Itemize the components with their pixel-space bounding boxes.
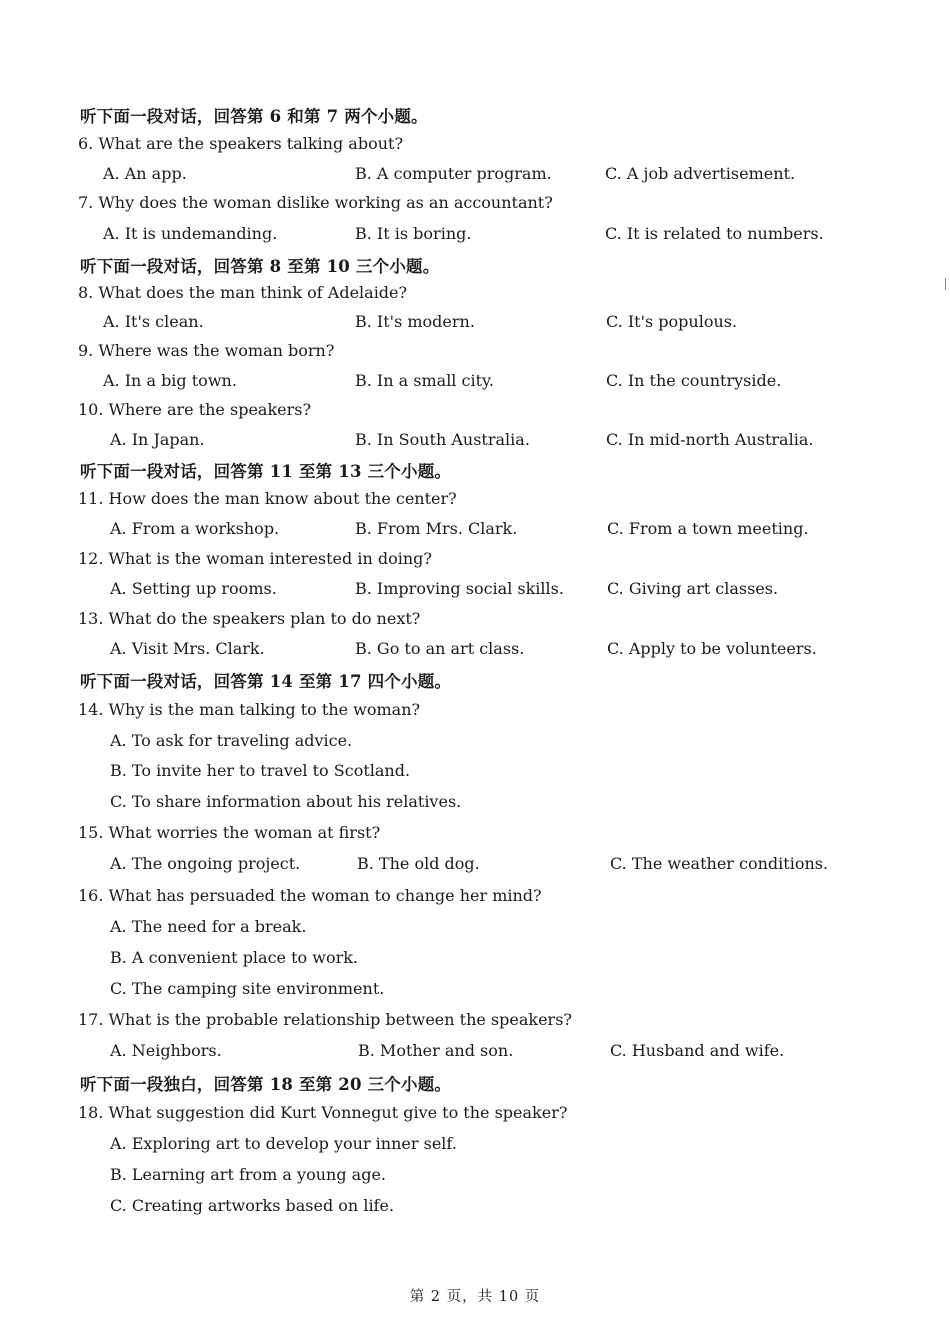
option-10a: A. In Japan. [110,430,205,449]
section-header: 听下面一段对话，回答第 14 至第 17 四个小题。 [80,672,452,691]
question-18: 18. What suggestion did Kurt Vonnegut give to the speaker? [78,1103,568,1122]
section-header: 听下面一段对话，回答第 8 至第 10 三个小题。 [80,257,440,276]
option-15a: A. The ongoing project. [110,854,301,873]
option-7c: C. It is related to numbers. [605,224,824,243]
option-8a: A. It's clean. [103,312,204,331]
option-14b: B. To invite her to travel to Scotland. [110,761,411,780]
question-11: 11. How does the man know about the center? [78,489,457,508]
option-6c: C. A job advertisement. [605,164,796,183]
option-13c: C. Apply to be volunteers. [607,639,817,658]
option-11b: B. From Mrs. Clark. [355,519,518,538]
option-9a: A. In a big town. [103,371,237,390]
section-header: 听下面一段对话，回答第 6 和第 7 两个小题。 [80,107,428,126]
edge-mark [945,278,946,290]
question-12: 12. What is the woman interested in doing? [78,549,432,568]
option-15c: C. The weather conditions. [610,854,829,873]
option-13b: B. Go to an art class. [355,639,525,658]
option-12c: C. Giving art classes. [607,579,779,598]
question-6: 6. What are the speakers talking about? [78,134,404,153]
option-16c: C. The camping site environment. [110,979,385,998]
question-14: 14. Why is the man talking to the woman? [78,700,421,719]
option-10c: C. In mid-north Australia. [606,430,814,449]
option-13a: A. Visit Mrs. Clark. [110,639,265,658]
question-8: 8. What does the man think of Adelaide? [78,283,408,302]
option-18c: C. Creating artworks based on life. [110,1196,395,1215]
question-13: 13. What do the speakers plan to do next? [78,609,421,628]
option-8c: C. It's populous. [606,312,738,331]
question-17: 17. What is the probable relationship between the speakers? [78,1010,572,1029]
option-18b: B. Learning art from a young age. [110,1165,386,1184]
option-12a: A. Setting up rooms. [110,579,277,598]
option-10b: B. In South Australia. [355,430,530,449]
option-14c: C. To share information about his relatives. [110,792,462,811]
option-11a: A. From a workshop. [110,519,280,538]
option-16a: A. The need for a break. [110,917,307,936]
question-7: 7. Why does the woman dislike working as an accountant? [78,193,553,212]
question-9: 9. Where was the woman born? [78,341,335,360]
option-17b: B. Mother and son. [358,1041,514,1060]
option-7b: B. It is boring. [355,224,472,243]
option-7a: A. It is undemanding. [103,224,278,243]
question-15: 15. What worries the woman at first? [78,823,381,842]
option-12b: B. Improving social skills. [355,579,564,598]
question-16: 16. What has persuaded the woman to change her mind? [78,886,542,905]
option-17c: C. Husband and wife. [610,1041,785,1060]
option-6b: B. A computer program. [355,164,552,183]
option-15b: B. The old dog. [357,854,480,873]
section-header: 听下面一段独白，回答第 18 至第 20 三个小题。 [80,1075,452,1094]
option-14a: A. To ask for traveling advice. [110,731,353,750]
page-number-footer: 第 2 页，共 10 页 [409,1289,541,1305]
question-10: 10. Where are the speakers? [78,400,312,419]
option-17a: A. Neighbors. [110,1041,222,1060]
section-header: 听下面一段对话，回答第 11 至第 13 三个小题。 [80,462,452,481]
option-9b: B. In a small city. [355,371,495,390]
option-8b: B. It's modern. [355,312,475,331]
option-6a: A. An app. [103,164,187,183]
option-18a: A. Exploring art to develop your inner self. [110,1134,457,1153]
option-9c: C. In the countryside. [606,371,782,390]
option-11c: C. From a town meeting. [607,519,809,538]
option-16b: B. A convenient place to work. [110,948,359,967]
